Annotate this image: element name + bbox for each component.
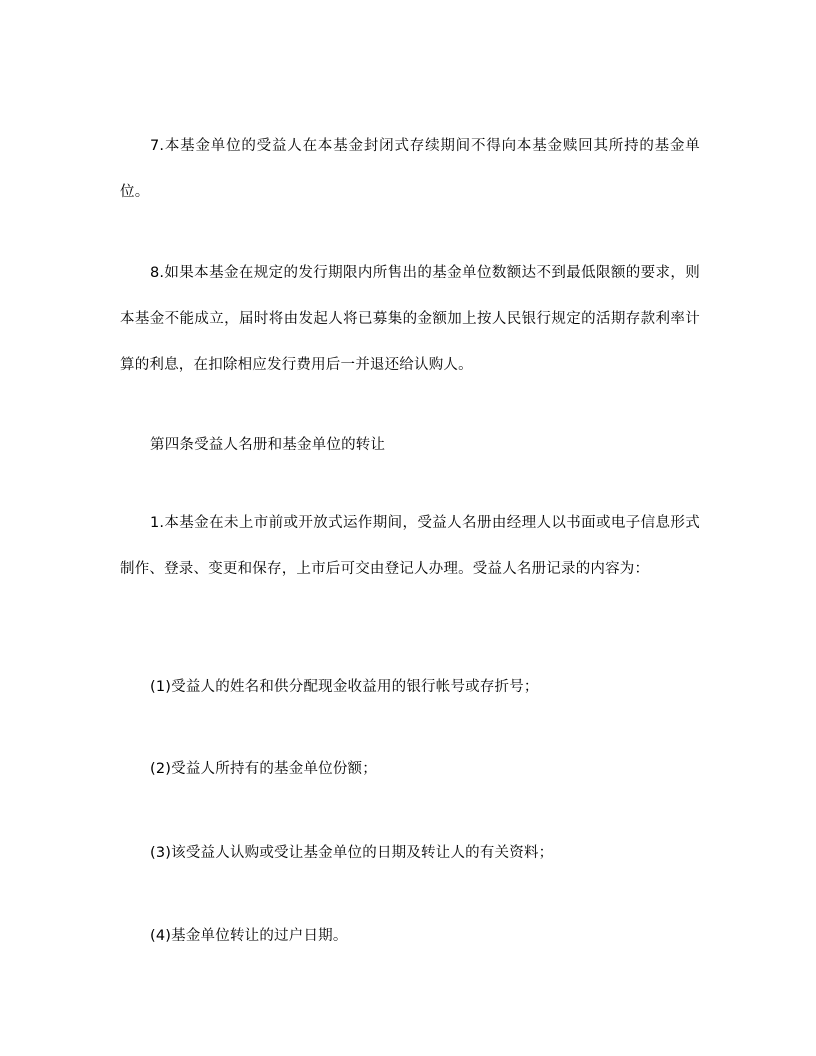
list-item-1: (1)受益人的姓名和供分配现金收益用的银行帐号或存折号； xyxy=(150,679,539,695)
paragraph-item-8: 8.如果本基金在规定的发行期限内所售出的基金单位数额达不到最低限额的要求，则本基金不能成立，届时将由发起人将已募集的金额加上按人民银行规定的活期存款利率计算的利息，在扣除相应发行费用后一并退还给认购人。 xyxy=(120,265,700,373)
list-item-2: (2)受益人所持有的基金单位份额； xyxy=(150,761,377,777)
section-heading-article-4: 第四条受益人名册和基金单位的转让 xyxy=(150,437,386,453)
paragraph-item-1: 1.本基金在未上市前或开放式运作期间，受益人名册由经理人以书面或电子信息形式制作、登录、变更和保存，上市后可交由登记人办理。受益人名册记录的内容为： xyxy=(120,515,700,577)
paragraph-item-7: 7.本基金单位的受益人在本基金封闭式存续期间不得向本基金赎回其所持的基金单位。 xyxy=(120,138,700,200)
list-item-4: (4)基金单位转让的过户日期。 xyxy=(150,928,348,944)
list-item-3: (3)该受益人认购或受让基金单位的日期及转让人的有关资料； xyxy=(150,845,554,861)
